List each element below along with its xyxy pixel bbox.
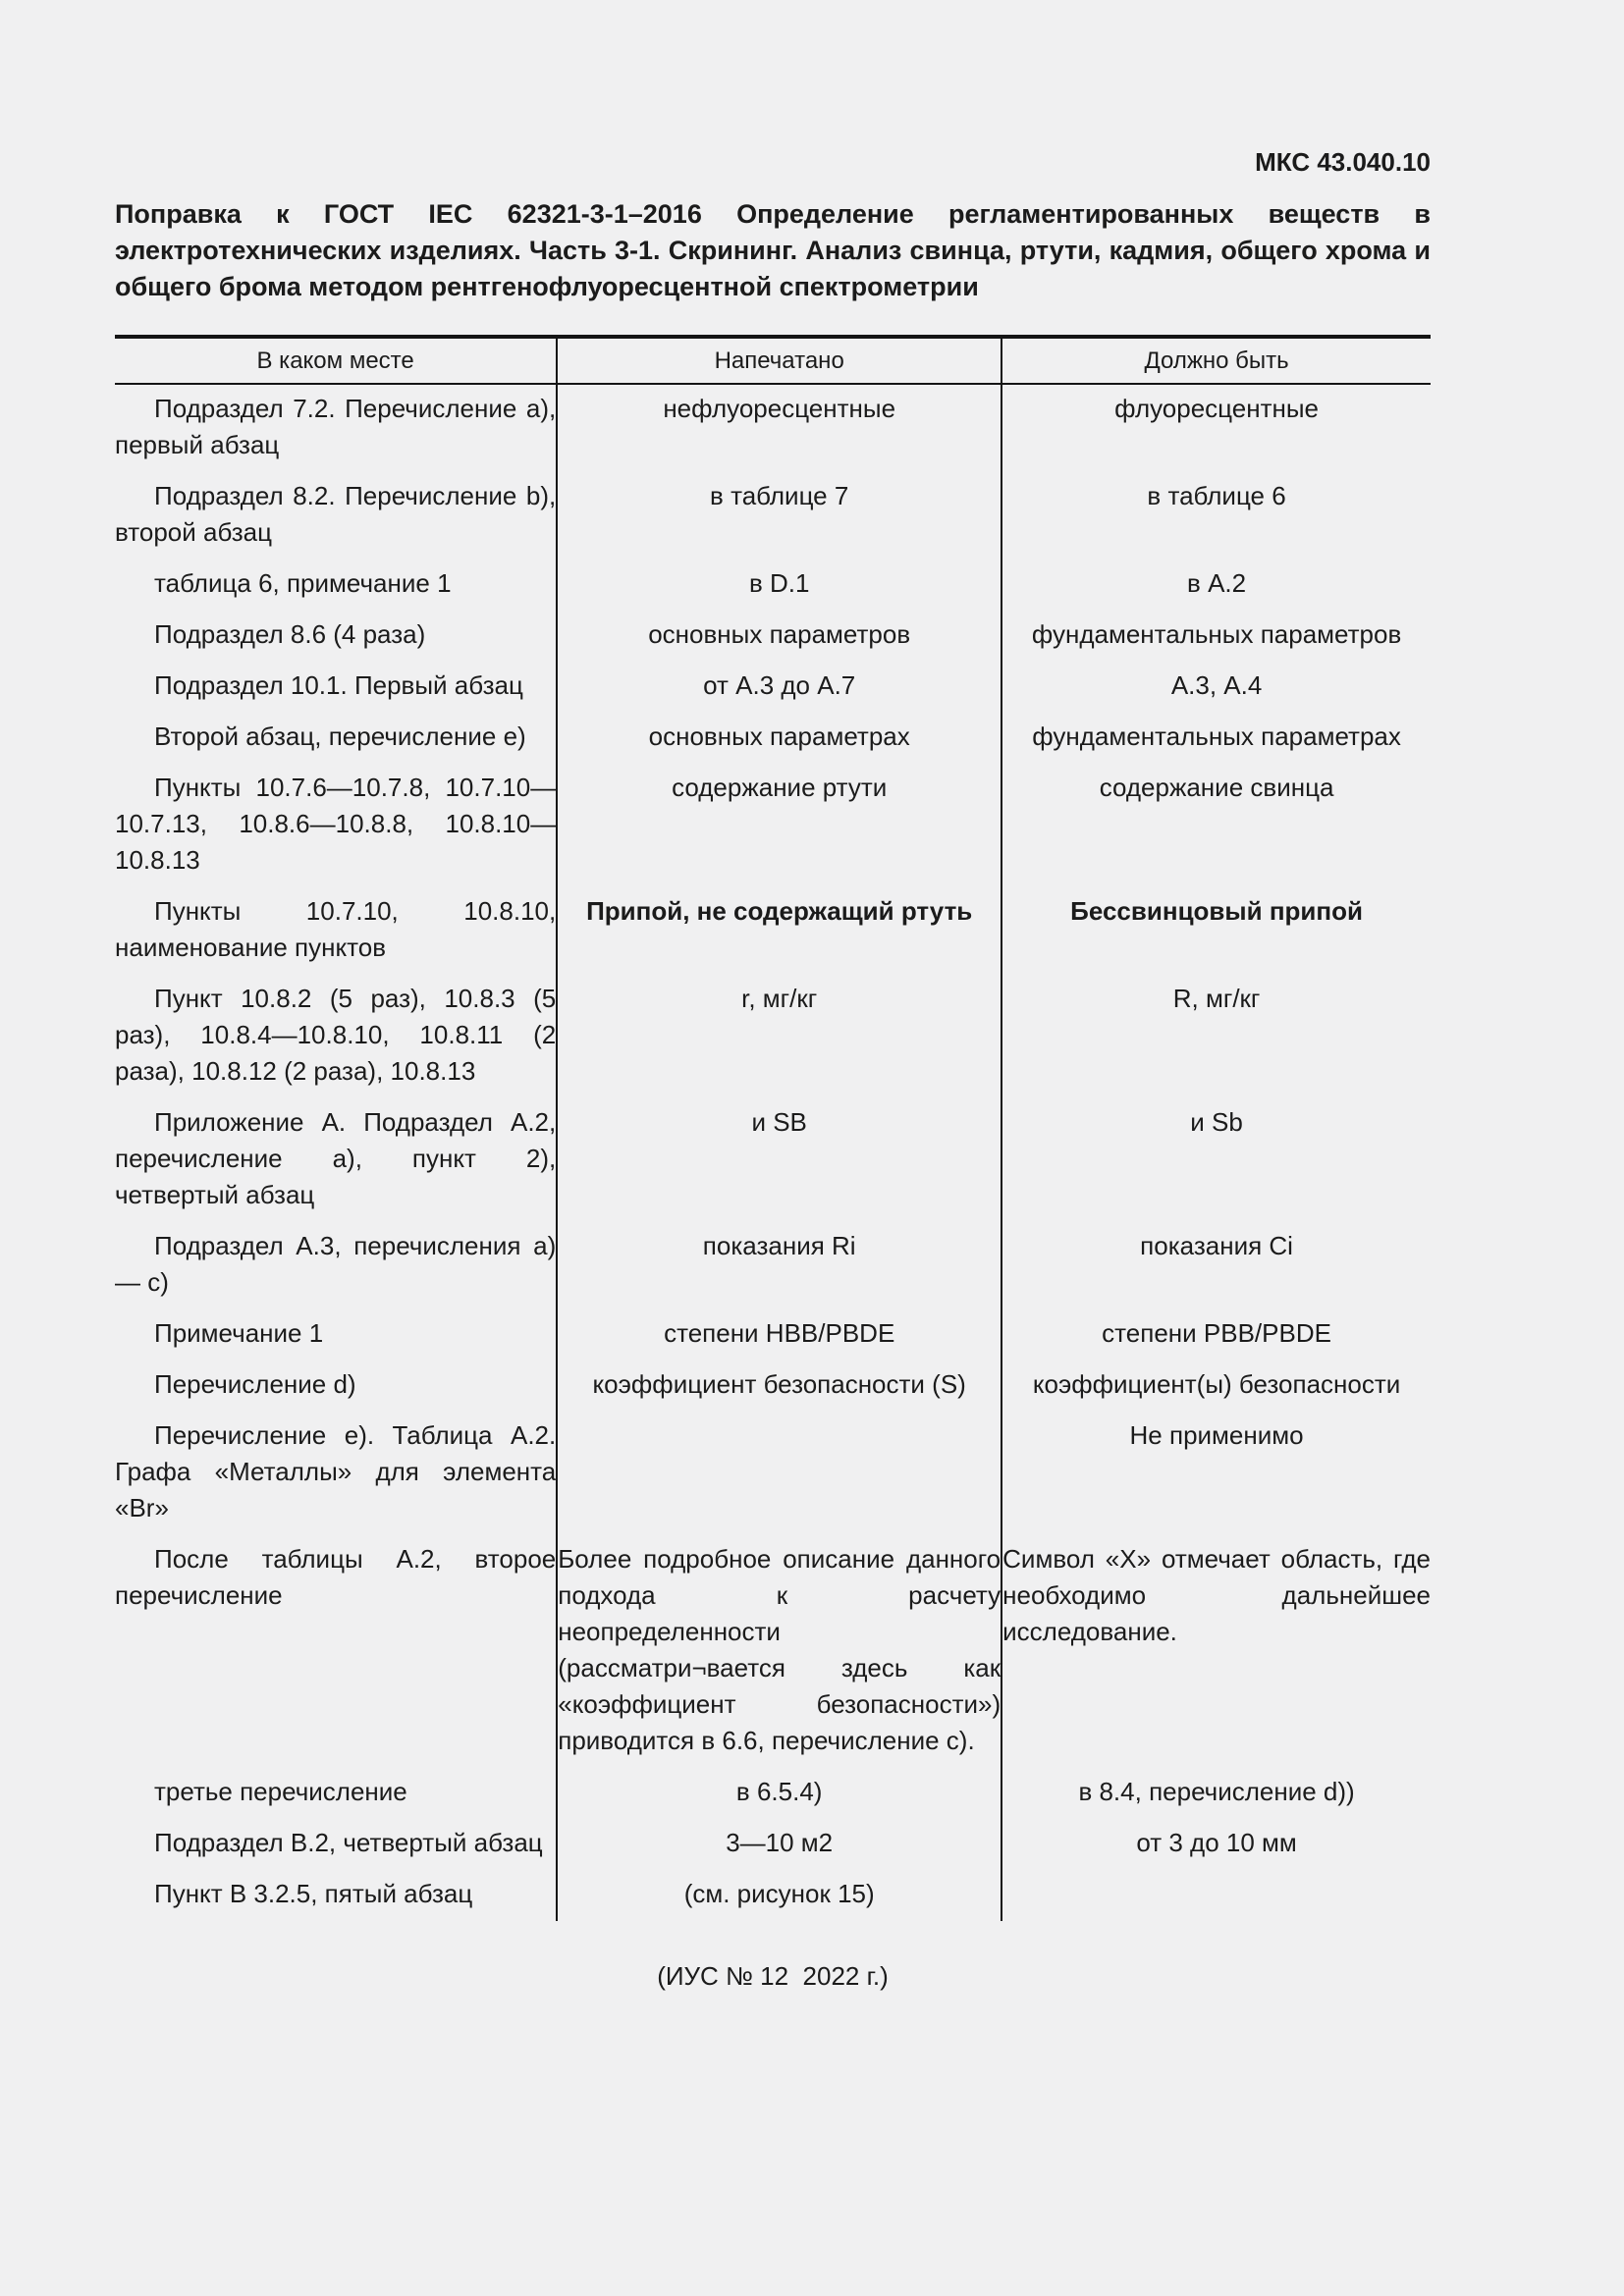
cell-should-be: R, мг/кг [1172,984,1261,1013]
cell-should-be: в 8.4, перечисление d)) [1078,1777,1355,1806]
cell-should-be: Символ «X» отмечает область, где необходимо дальнейшее исследование. [1002,1544,1431,1646]
table-row [115,611,1431,662]
cell-printed: и SB [557,1098,1001,1222]
cell-printed: степени HBB/PBDE [557,1309,1001,1361]
column-header-printed: Напечатано [557,337,1001,384]
table-row [115,764,1431,887]
cell-printed: в D.1 [557,560,1001,611]
cell-place: Пункт 10.8.2 (5 раз), 10.8.3 (5 раз), 10.8.4—10.8.10, 10.8.11 (2 раза), 10.8.12 (2 раза), 10.8.13 [115,975,557,1098]
cell-printed: от А.3 до А.7 [557,662,1001,713]
cell-place: Перечисление е). Таблица А.2. Графа «Металлы» для элемента «Br» [115,1412,557,1535]
table-header-row [115,337,1431,384]
table-row [115,1361,1431,1412]
cell-place: Приложение А. Подраздел А.2, перечисление а), пункт 2), четвертый абзац [115,1098,557,1222]
cell-place: Примечание 1 [115,1309,557,1361]
cell-printed: показания Ri [557,1222,1001,1309]
document-title: Поправка к ГОСТ IEC 62321-3-1–2016 Определение регламентированных веществ в электротехнических изделиях. Часть 3-1. Скрининг. Анализ свинца, ртути, кадмия, общего хрома и общего брома методом рентгенофлуоресцентной спектрометрии [115,199,1431,301]
cell-printed: (см. рисунок 15) [557,1870,1001,1921]
table-row [115,1535,1431,1768]
cell-place: Пункты 10.7.10, 10.8.10, наименование пунктов [115,887,557,975]
table-body [115,384,1431,1921]
cell-printed: Более подробное описание данного подхода к расчету неопределенности (рассматри¬вается здесь как «коэффициент безопасности») приводится в 6.6, перечисление с). [557,1535,1001,1768]
cell-should-be: в А.2 [1187,568,1247,598]
cell-place: Перечисление d) [115,1361,557,1412]
cell-printed [557,1412,1001,1535]
cell-should-be: в таблице 6 [1147,481,1286,510]
cell-printed: основных параметров [557,611,1001,662]
cell-should-be: А.3, А.4 [1170,670,1263,700]
cell-should-be [1001,1870,1431,1921]
cell-printed: основных параметрах [557,713,1001,764]
cell-place: Подраздел В.2, четвертый абзац [115,1819,557,1870]
cell-printed: содержание ртути [557,764,1001,887]
table-row [115,713,1431,764]
cell-should-be: показания Ci [1140,1231,1293,1260]
cell-place: Пункты 10.7.6—10.7.8, 10.7.10—10.7.13, 10.8.6—10.8.8, 10.8.10—10.8.13 [115,764,557,887]
table-row [115,1309,1431,1361]
cell-should-be: фундаментальных параметров [1031,619,1402,649]
cell-place: Второй абзац, перечисление е) [115,713,557,764]
cell-should-be: Не применимо [1129,1420,1304,1450]
cell-printed: Припой, не содержащий ртуть [557,887,1001,975]
cell-place: третье перечисление [115,1768,557,1819]
cell-place: Подраздел А.3, перечисления a) — c) [115,1222,557,1309]
table-row [115,384,1431,472]
cell-should-be: коэффициент(ы) безопасности [1032,1369,1401,1399]
cell-should-be: от 3 до 10 мм [1136,1828,1297,1857]
table-row [115,662,1431,713]
table-row [115,1870,1431,1921]
cell-should-be: содержание свинца [1099,773,1334,802]
table-row [115,1222,1431,1309]
cell-place: Пункт В 3.2.5, пятый абзац [115,1870,557,1921]
cell-place: Подраздел 10.1. Первый абзац [115,662,557,713]
cell-printed: r, мг/кг [557,975,1001,1098]
classification-code: МКС 43.040.10 [1255,147,1431,177]
cell-printed: нефлуоресцентные [557,384,1001,472]
table-row [115,1098,1431,1222]
column-header-place: В каком месте [115,337,557,384]
issue-note: (ИУС № 12 2022 г.) [657,1961,889,1991]
cell-place: Подраздел 8.6 (4 раза) [115,611,557,662]
cell-place: После таблицы А.2, второе перечисление [115,1535,557,1768]
cell-printed: 3—10 м2 [557,1819,1001,1870]
table-row [115,975,1431,1098]
corrections-table [115,335,1431,1921]
table-row [115,1412,1431,1535]
cell-should-be: степени PBB/PBDE [1102,1318,1331,1348]
cell-place: таблица 6, примечание 1 [115,560,557,611]
cell-should-be: флуоресцентные [1114,394,1320,423]
table-row [115,887,1431,975]
table-row [115,1768,1431,1819]
cell-place: Подраздел 8.2. Перечисление b), второй абзац [115,472,557,560]
cell-should-be: фундаментальных параметрах [1032,721,1401,751]
table-head [115,337,1431,384]
cell-place: Подраздел 7.2. Перечисление a), первый абзац [115,384,557,472]
table-row [115,560,1431,611]
table-row [115,472,1431,560]
table-row [115,1819,1431,1870]
cell-printed: коэффициент безопасности (S) [557,1361,1001,1412]
cell-printed: в таблице 7 [557,472,1001,560]
cell-printed: в 6.5.4) [557,1768,1001,1819]
document-sheet [115,147,1431,1992]
cell-should-be: и Sb [1190,1107,1243,1137]
cell-should-be: Бессвинцовый припой [1070,896,1363,926]
column-header-should-be: Должно быть [1001,337,1431,384]
